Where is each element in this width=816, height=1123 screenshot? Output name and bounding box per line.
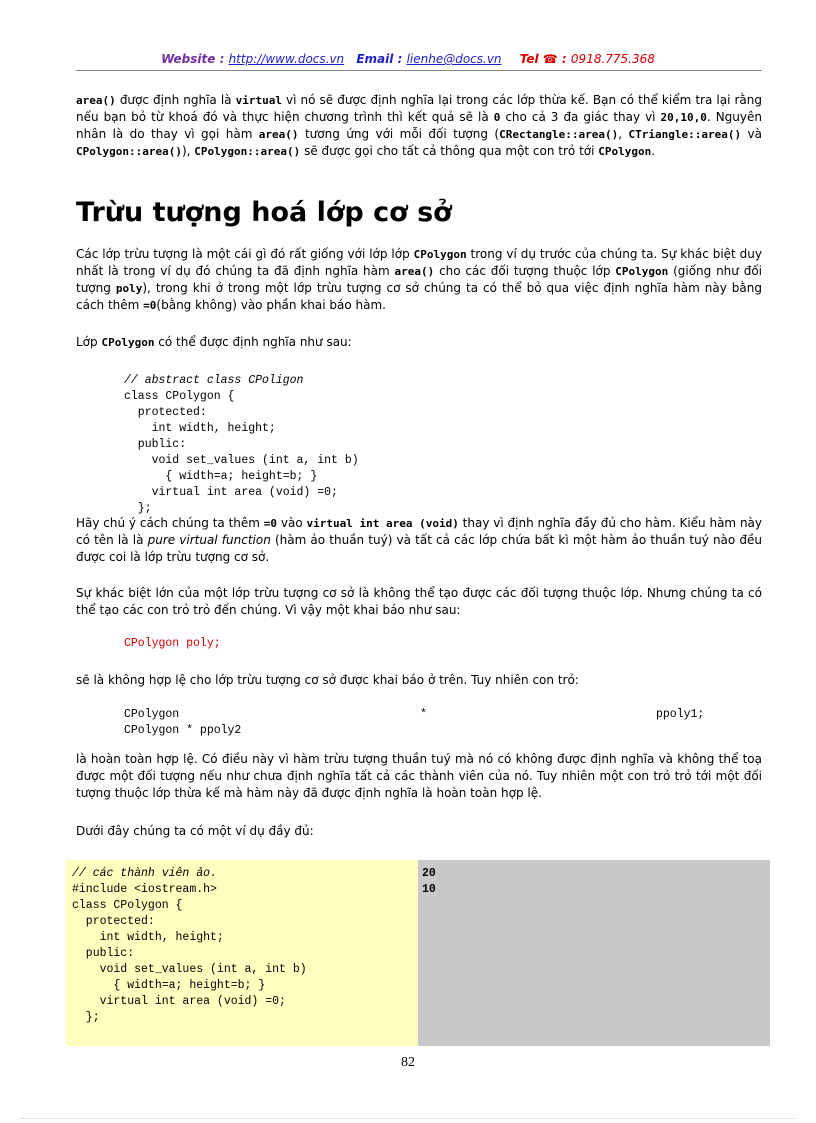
code-line: CPolygon * ppoly2	[124, 724, 242, 737]
email-link[interactable]: lienhe@docs.vn	[406, 52, 502, 66]
code-line: { width=a; height=b; }	[72, 979, 266, 992]
text-run: tương ứng với mỗi đối tượng (	[298, 127, 500, 141]
paragraph-text: sẽ là không hợp lệ cho lớp trừu tượng cơ sở được khai báo ở trên. Tuy nhiên con trỏ:	[76, 673, 579, 687]
example-code-table	[66, 860, 770, 1046]
text-run: Hãy chú ý cách chúng ta thêm	[76, 516, 264, 530]
code-term: CRectangle::area()	[499, 128, 619, 141]
page-number: 82	[401, 1055, 415, 1070]
text-run: (hàm ảo thuần tuý) và tất cả các lớp chứa bất kì một hàm ảo thuần tuý nào đều được coi là lớp trừu tượng cơ sở.	[76, 533, 762, 564]
code-line: #include <iostream.h>	[72, 883, 217, 896]
text-run: ), trong khi ở trong một lớp trừu tượng cơ sở chúng ta có thể bỏ qua việc định nghĩa hàm này bằng cách thêm	[76, 281, 762, 312]
code-line: public:	[124, 438, 187, 451]
code-term: virtual int area (void)	[306, 517, 459, 530]
code-line	[124, 707, 724, 723]
paragraph-text: Sự khác biệt lớn của một lớp trừu tượng cơ sở là không thể tạo được các đối tượng thuộc lớp. Nhưng chúng ta có thể tạo các con trỏ trỏ đến chúng. Vì vậy một khai báo như sau:	[76, 586, 762, 617]
text-run: ),	[181, 144, 195, 158]
example-source-code	[66, 860, 418, 1046]
code-line: void set_values (int a, int b)	[124, 454, 359, 467]
code-term: =0	[263, 517, 278, 530]
paragraph-pure-virtual	[76, 515, 762, 566]
code-line: { width=a; height=b; }	[124, 470, 318, 483]
code-term: 0	[493, 111, 501, 124]
paragraph-text: là hoàn toàn hợp lệ. Có điều này vì hàm trừu tượng thuần tuý mà nó có không được định nghĩa và không thể toạ được một đối tượng nếu như chưa định nghĩa tất cả các thành viên của nó. Tuy nhiên một con trỏ trỏ tới một đối tượng thuộc lớp thừa kế mà hàm này đã được định nghĩa là hoàn toàn hợp lệ.	[76, 752, 762, 800]
text-run: .	[651, 144, 656, 158]
paragraph-example-intro	[76, 823, 762, 840]
code-term: 20,10,0	[660, 111, 707, 124]
website-link[interactable]: http://www.docs.vn	[228, 52, 345, 66]
footer-divider	[20, 1118, 796, 1119]
paragraph-class-definition	[76, 334, 762, 351]
code-term: CPolygon	[413, 248, 467, 261]
code-term: virtual	[235, 94, 282, 107]
code-term: CPolygon	[598, 145, 652, 158]
code-term: CPolygon::area()	[76, 145, 182, 158]
code-term: CTriangle::area()	[628, 128, 742, 141]
text-run: trong ví dụ trước của chúng ta. Sự khác biệt duy nhất là trong ví dụ đó chúng ta đã định nghĩa hàm	[76, 247, 762, 278]
code-token: ppoly1;	[656, 708, 705, 721]
section-heading	[76, 196, 762, 230]
code-line: // các thành viên ảo.	[72, 867, 217, 880]
code-term: area()	[76, 94, 116, 107]
tel-value: 0918.775.368	[570, 52, 655, 66]
code-block-pointers	[124, 707, 724, 739]
code-line: class CPolygon {	[124, 390, 235, 403]
code-token: CPolygon	[124, 708, 180, 721]
page-header	[0, 52, 816, 66]
code-line: int width, height;	[124, 422, 276, 435]
email-label: Email :	[356, 52, 403, 66]
text-run: Các lớp trừu tượng là một cái gì đó rất giống với lớp lớp	[76, 247, 414, 261]
code-line: void set_values (int a, int b)	[72, 963, 307, 976]
text-run: vào	[277, 516, 307, 530]
text-run: Lớp	[76, 335, 102, 349]
code-line: // abstract class CPoligon	[124, 374, 304, 387]
paragraph-virtual-explanation	[76, 92, 762, 160]
paragraph-difference	[76, 585, 762, 619]
text-run: (giống như đối tượng	[76, 264, 762, 295]
paragraph-text: Dưới đây chúng ta có một ví dụ đầy đủ:	[76, 824, 314, 838]
code-term: poly	[115, 282, 143, 295]
code-token: *	[420, 708, 427, 721]
code-line: public:	[72, 947, 135, 960]
text-run: . Nguyên nhân là do thay vì gọi hàm	[76, 110, 762, 141]
paragraph-abstract-intro	[76, 246, 762, 314]
text-run: cho cả 3 đa giác thay vì	[500, 110, 661, 124]
text-run: cho các đối tượng thuộc lớp	[434, 264, 616, 278]
code-line: CPolygon poly;	[124, 637, 221, 650]
code-block-abstract-class	[124, 373, 764, 517]
text-run: được định nghĩa là	[115, 93, 236, 107]
phone-info	[520, 52, 655, 66]
code-line: virtual int area (void) =0;	[72, 995, 286, 1008]
code-line: virtual int area (void) =0;	[124, 486, 338, 499]
code-line: class CPolygon {	[72, 899, 183, 912]
code-term: =0	[143, 299, 157, 312]
paragraph-invalid-note	[76, 672, 762, 689]
code-term: area()	[394, 265, 435, 278]
text-run: sẽ được gọi cho tất cả thông qua một con trỏ tới	[300, 144, 599, 158]
italic-term: pure virtual function	[147, 533, 271, 547]
text-run: thay vì định nghĩa đầy đủ cho hàm. Kiểu hàm này có tên là là	[76, 516, 763, 547]
text-run: ,	[618, 127, 629, 141]
code-line: };	[124, 502, 152, 515]
code-line: int width, height;	[72, 931, 224, 944]
code-block-invalid	[124, 636, 764, 652]
code-line: protected:	[124, 406, 207, 419]
text-run: và	[741, 127, 762, 141]
code-line: };	[72, 1011, 100, 1024]
header-divider	[76, 70, 762, 71]
code-term: CPolygon	[615, 265, 669, 278]
code-term: CPolygon::area()	[194, 145, 301, 158]
text-run: có thể được định nghĩa như sau:	[154, 335, 352, 349]
paragraph-valid-note	[76, 751, 762, 802]
output-line: 10	[422, 883, 436, 896]
code-line: protected:	[72, 915, 155, 928]
code-term: area()	[258, 128, 299, 141]
text-run: vì nó sẽ được định nghĩa lại trong các lớp thừa kế. Bạn có thể kiểm tra lại rằng nếu bạn bỏ từ khoá đó và thực hiện chương trình thì kết quả sẽ là	[76, 93, 762, 124]
website-label: Website :	[161, 52, 225, 66]
heading-title: Trừu tượng hoá lớp cơ sở	[76, 197, 452, 228]
code-term: CPolygon	[101, 336, 155, 349]
tel-label: Tel ☎ :	[519, 52, 567, 66]
text-run: (bằng không) vào phần khai báo hàm.	[156, 298, 386, 312]
example-output	[418, 860, 770, 1046]
output-line: 20	[422, 867, 436, 880]
